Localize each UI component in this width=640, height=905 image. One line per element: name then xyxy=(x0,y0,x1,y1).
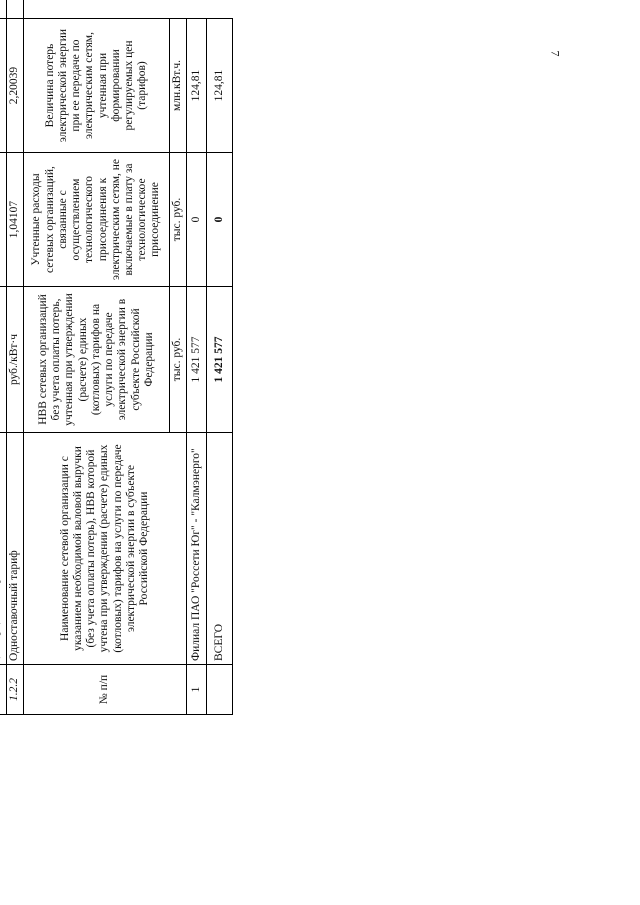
row-desc: Одноставочный тариф xyxy=(7,433,24,665)
total-costs: 0 xyxy=(207,153,233,287)
header-costs: Учтенные расходы сетевых организаций, связанные с осуществлением технологического присоединения к электрическим сетям, не включаемые в плату за технологическое присоединение xyxy=(24,153,170,287)
header-nvv: НВВ сетевых организаций без учета оплаты потерь, учтенная при утверждении (расчете) единых (котловых) тарифов на услуги по передаче электрической энергии в субъекте Российской Федерации xyxy=(24,287,170,433)
total-losses: 124,81 xyxy=(207,19,233,153)
row-name: Филиал ПАО "Россети Юг" - "Калмэнерго" xyxy=(187,433,207,665)
page-number: 7 xyxy=(548,50,563,57)
header-row xyxy=(24,0,170,715)
table-row xyxy=(7,0,24,715)
header-name: Наименование сетевой организации с указанием необходимой валовой выручки (без учета оплаты потерь), НВВ которой учтена при утверждении (расчете) единых (котловых) тарифов на услуги по передаче электрической энергии в субъекте Российской Федерации xyxy=(24,433,187,665)
unit-nvv: тыс. руб. xyxy=(170,287,187,433)
unit-losses: млн.кВт.ч. xyxy=(170,19,187,153)
unit-costs: тыс. руб. xyxy=(170,153,187,287)
row-name: ВСЕГО xyxy=(207,433,233,665)
row-unit: руб./кВт·ч xyxy=(7,287,24,433)
row-num: 1.2.2 xyxy=(7,665,24,715)
row-costs: 0 xyxy=(187,153,207,287)
row-value: 1,04107 xyxy=(7,153,24,287)
row-nvv: 1 421 577 xyxy=(187,287,207,433)
header-losses: Величина потерь электрической энергии при ее передаче по электрическим сетям, учтенная при формировании регулируемых цен (тарифов) xyxy=(24,19,170,153)
row-value xyxy=(7,0,24,19)
total-nvv: 1 421 577 xyxy=(207,287,233,433)
row-losses: 124,81 xyxy=(187,19,207,153)
header-num: № п/п xyxy=(24,665,187,715)
table-row xyxy=(187,0,207,715)
tariff-table xyxy=(0,0,233,715)
total-row xyxy=(207,0,233,715)
row-value: 2,20039 xyxy=(7,19,24,153)
tariff-table-rotated xyxy=(0,0,260,715)
row-num: 1 xyxy=(187,665,207,715)
row-num xyxy=(207,665,233,715)
